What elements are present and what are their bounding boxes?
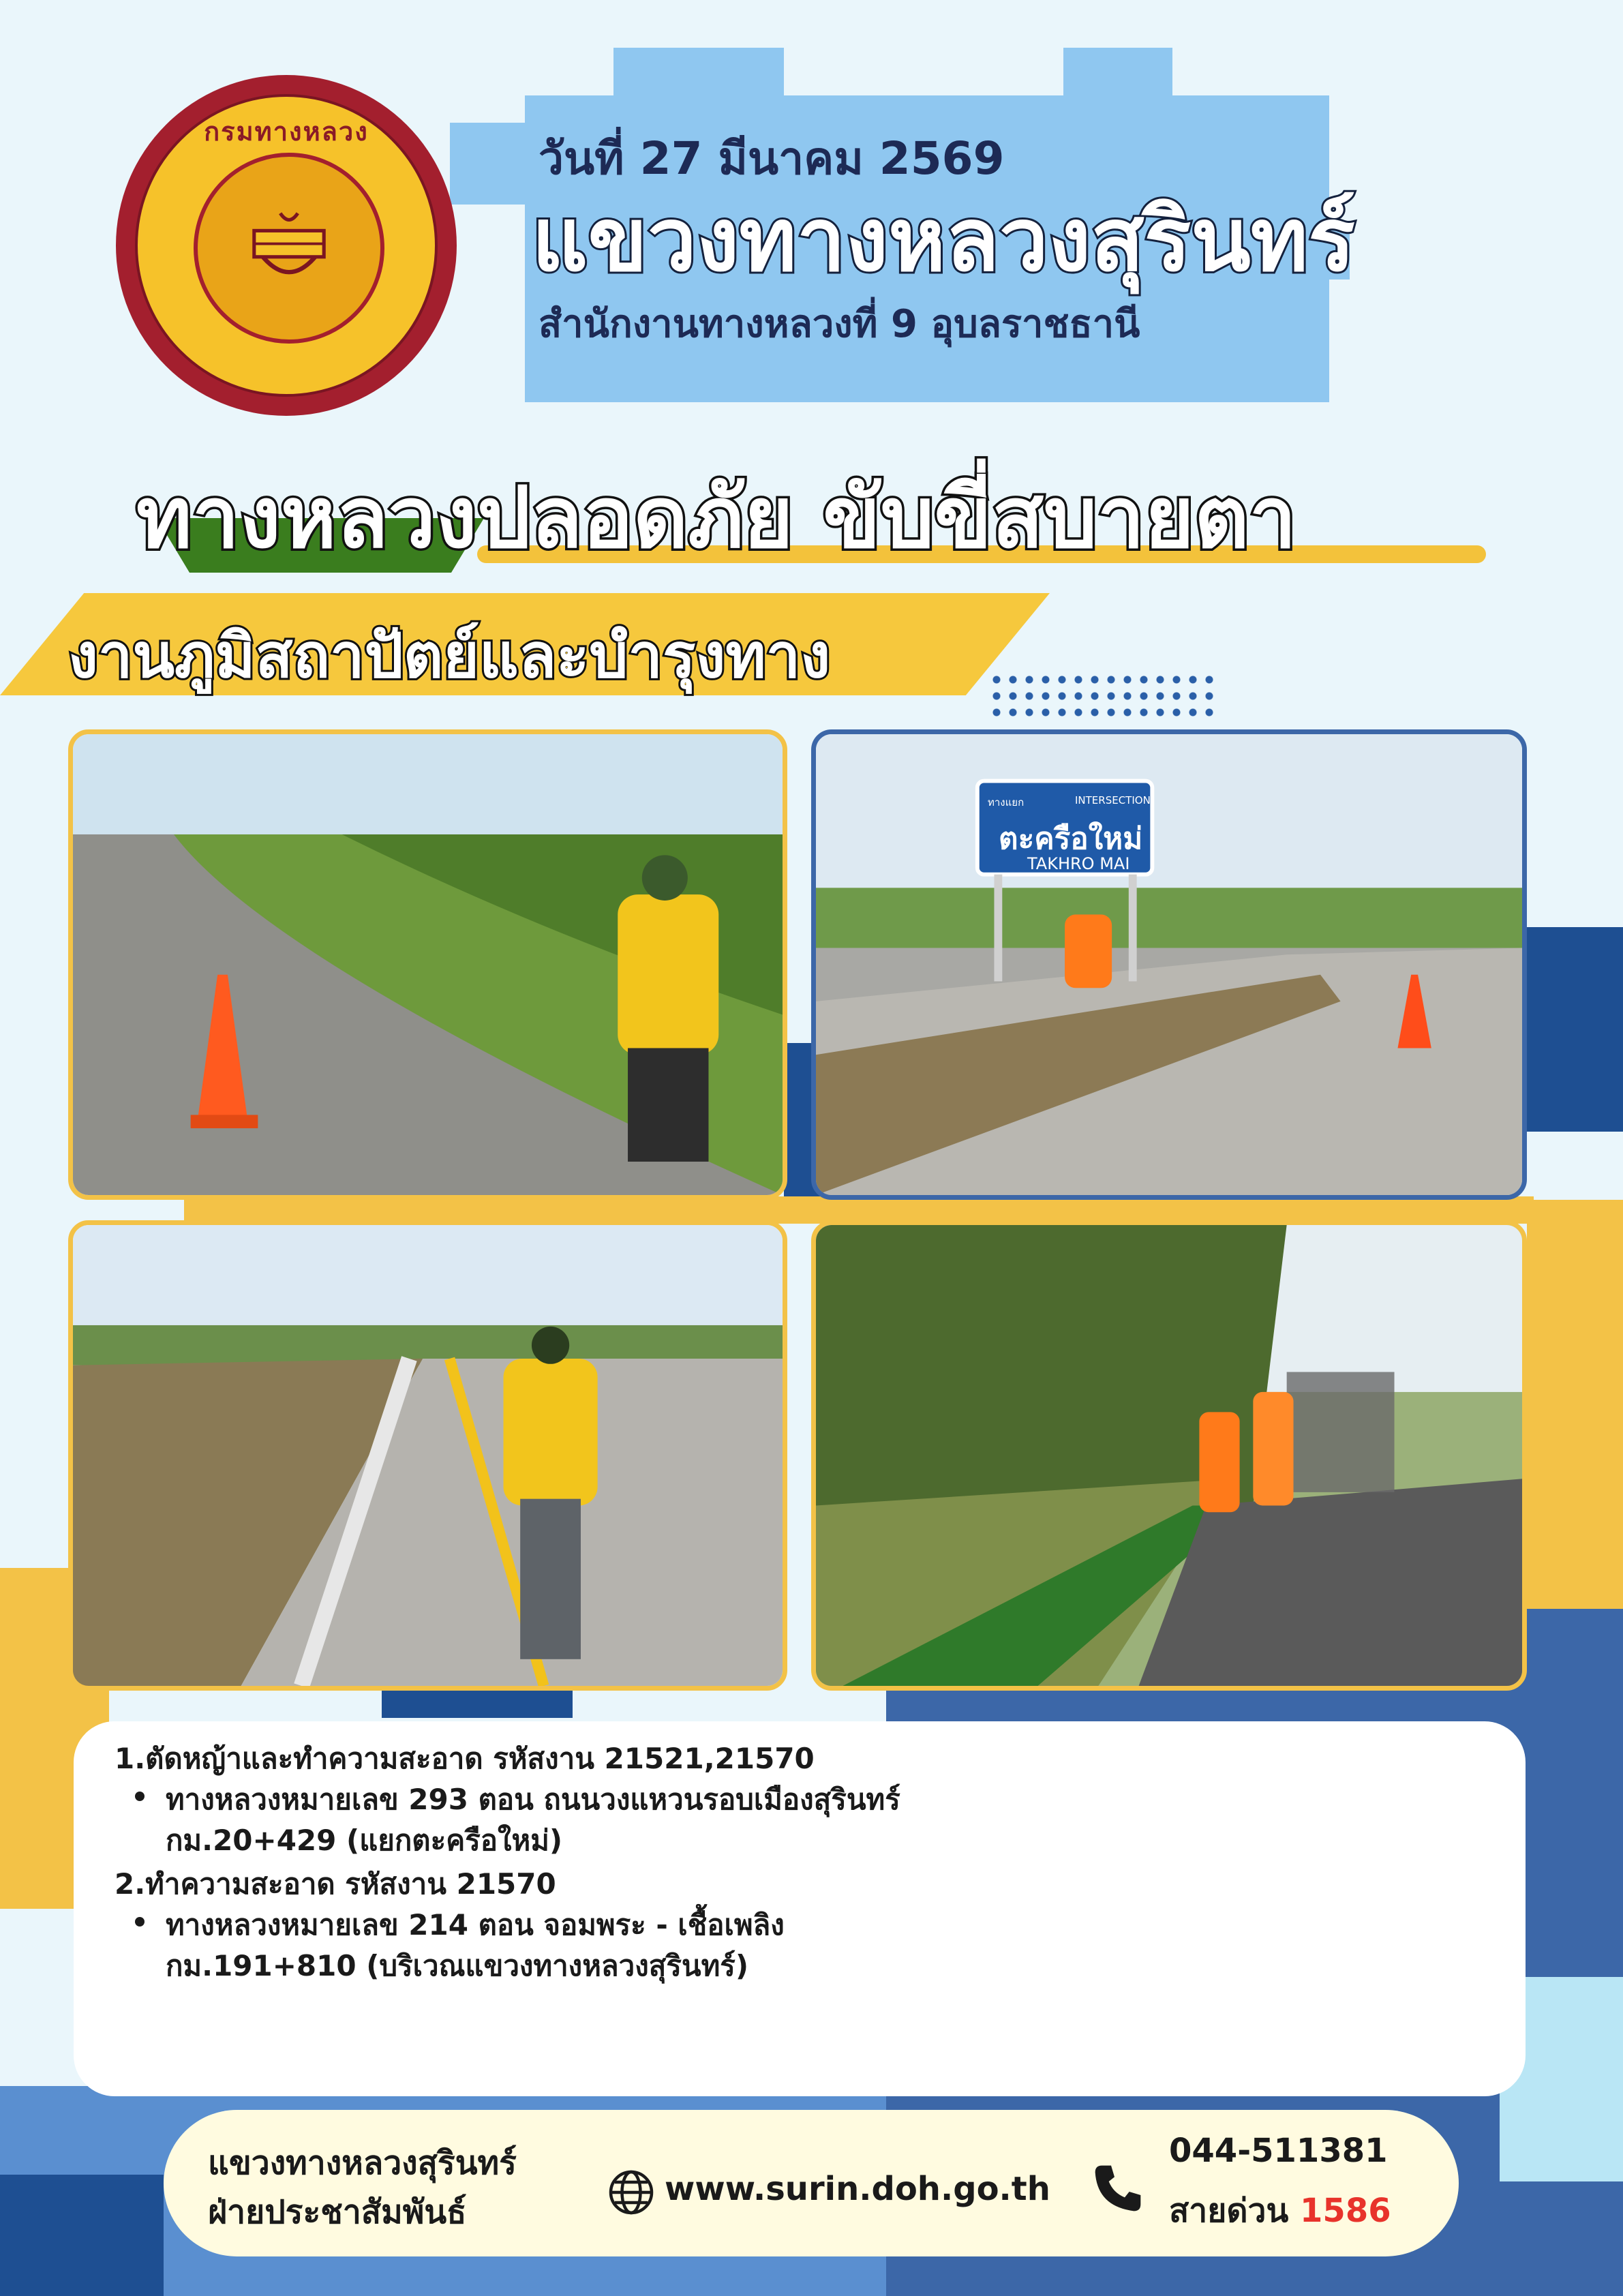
- road-sweeping-scene-icon: [73, 1225, 783, 1686]
- phone-number[interactable]: 044-511381: [1169, 2132, 1388, 2170]
- bureau-text: สำนักงานทางหลวงที่ 9 อุบลราชธานี: [539, 302, 1140, 346]
- garden-cleaning-scene-icon: [816, 1225, 1522, 1686]
- slogan: ทางหลวงปลอดภัย ขับขี่สบายตา: [136, 469, 1297, 567]
- website-link[interactable]: www.surin.doh.go.th: [665, 2170, 1050, 2208]
- intersection-scene-icon: [816, 734, 1522, 1195]
- photo-intersection-sign: [811, 729, 1527, 1200]
- sign-thai-name: ตะครือใหม่: [999, 821, 1143, 856]
- photo-garden-cleaning: [811, 1220, 1527, 1691]
- decor-block: [184, 1196, 566, 1224]
- photo-grass-cutting: [68, 729, 787, 1200]
- footer-bar: [164, 2110, 1459, 2256]
- section-title: งานภูมิสถาปัตย์และบำรุงทาง: [68, 620, 831, 692]
- sign-small-right: INTERSECTION: [1075, 794, 1151, 806]
- footer-org-line2: ฝ่ายประชาสัมพันธ์: [208, 2193, 467, 2231]
- item2-bullet-line1: ทางหลวงหมายเลข 214 ตอน จอมพระ - เชื้อเพลิง: [166, 1908, 785, 1942]
- item1-bullet-line2: กม.20+429 (แยกตะครือใหม่): [166, 1824, 563, 1857]
- item1-title: 1.ตัดหญ้าและทำความสะอาด รหัสงาน 21521,21570: [115, 1742, 815, 1775]
- hotline-label: สายด่วน: [1169, 2192, 1289, 2230]
- bridge-emblem-icon: [245, 205, 333, 292]
- hotline-number[interactable]: 1586: [1300, 2192, 1391, 2230]
- globe-icon: [607, 2168, 656, 2217]
- decor-block: [1527, 927, 1623, 1132]
- office-title: แขวงทางหลวงสุรินทร์: [532, 190, 1355, 291]
- seal-text: กรมทางหลวง: [204, 117, 369, 147]
- item2-title: 2.ทำความสะอาด รหัสงาน 21570: [115, 1867, 556, 1901]
- decor-block: [0, 2175, 164, 2296]
- details-card: [74, 1721, 1526, 2096]
- department-seal: [116, 75, 457, 416]
- sign-english-name: TAKHRO MAI: [1027, 854, 1130, 873]
- bullet-icon: [135, 1792, 145, 1801]
- bullet-icon: [135, 1917, 145, 1927]
- photo-road-sweeping: [68, 1220, 787, 1691]
- decor-dots: [988, 671, 1220, 719]
- hotline: [1169, 2185, 1391, 2237]
- grass-cutting-scene-icon: [73, 734, 783, 1195]
- footer-org-line1: แขวงทางหลวงสุรินทร์: [208, 2144, 517, 2182]
- item1-bullet-line1: ทางหลวงหมายเลข 293 ตอน ถนนวงแหวนรอบเมืองสุรินทร์: [166, 1783, 900, 1816]
- decor-block: [1527, 1200, 1623, 1677]
- decor-block: [559, 1196, 1534, 1224]
- date-text: วันที่ 27 มีนาคม 2569: [539, 132, 1005, 185]
- sign-small-left: ทางแยก: [988, 796, 1025, 809]
- phone-icon: [1091, 2161, 1145, 2216]
- item2-bullet-line2: กม.191+810 (บริเวณแขวงทางหลวงสุรินทร์): [166, 1949, 749, 1982]
